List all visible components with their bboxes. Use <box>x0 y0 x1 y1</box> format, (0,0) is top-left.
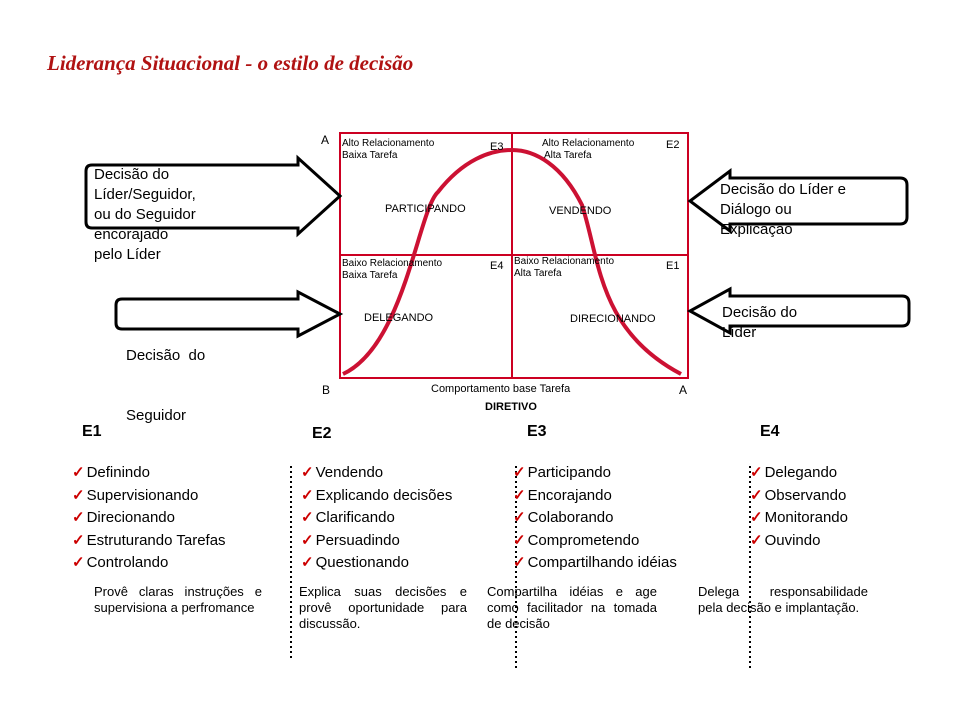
check-icon: ✓ <box>750 464 763 481</box>
column-list-e1 <box>72 462 226 575</box>
check-icon: ✓ <box>750 509 763 526</box>
callout-text-line: encorajado <box>94 226 169 243</box>
quadrant-text-line: Baixa Tarefa <box>342 150 398 161</box>
callout-text-line: Decisão do <box>722 304 798 321</box>
callout-right-top <box>720 180 846 240</box>
list-item: ✓ Explicando decisões <box>301 486 453 504</box>
callout-left-bottom <box>126 306 205 446</box>
list-item: ✓ Compartilhando idéias <box>513 554 677 571</box>
list-item: ✓ Colaborando <box>513 509 614 526</box>
check-icon: ✓ <box>513 464 526 481</box>
y-axis-top-label: A <box>321 133 330 147</box>
check-icon: ✓ <box>72 554 85 571</box>
quadrant-text-line: Alta Tarefa <box>514 268 562 279</box>
callout-text-line: ou do Seguidor <box>94 206 196 223</box>
axis-origin-label: B <box>322 383 331 397</box>
list-item: ✓ Comprometendo <box>513 531 640 549</box>
check-icon: ✓ <box>301 554 314 571</box>
check-icon: ✓ <box>750 531 763 549</box>
check-icon: ✓ <box>513 554 526 571</box>
list-item: ✓ Encorajando <box>513 486 612 504</box>
check-icon: ✓ <box>513 486 526 504</box>
quadrant-text-line: Baixo Relacionamento <box>342 258 443 269</box>
list-item: ✓ Vendendo <box>301 464 384 481</box>
column-heading-e4: E4 <box>760 423 780 440</box>
quadrant-style-participando: PARTICIPANDO <box>385 203 466 215</box>
page-title: Liderança Situacional - o estilo de decisão <box>47 51 414 75</box>
column-heading-e2: E2 <box>312 425 332 442</box>
list-item: ✓ Monitorando <box>750 509 848 526</box>
x-axis-end-label: A <box>679 383 688 397</box>
check-icon: ✓ <box>72 464 85 481</box>
check-icon: ✓ <box>750 486 763 504</box>
column-description-e2: Explica suas decisões e provê oportunidade para discussão. <box>299 584 467 631</box>
callout-text-line: Explicação <box>720 221 793 238</box>
list-item: ✓ Supervisionando <box>72 486 199 504</box>
column-heading-e3: E3 <box>527 423 547 440</box>
quadrant-bottom-right-desc <box>514 256 614 280</box>
list-item: ✓ Delegando <box>750 464 838 481</box>
check-icon: ✓ <box>513 531 526 549</box>
list-item: ✓ Estruturando Tarefas <box>72 531 226 549</box>
list-item: ✓ Direcionando <box>72 509 175 526</box>
list-item: ✓ Ouvindo <box>750 531 821 549</box>
check-icon: ✓ <box>72 509 85 526</box>
callout-text-line: Decisão do <box>94 166 170 183</box>
list-item: ✓ Controlando <box>72 554 169 571</box>
check-icon: ✓ <box>301 531 314 549</box>
callout-left-top <box>94 165 196 265</box>
callout-text-line: Decisão do <box>126 347 206 364</box>
quadrant-style-direcionando: DIRECIONANDO <box>570 313 656 325</box>
callout-text-line: Seguidor <box>126 407 187 424</box>
callout-text-line: pelo Líder <box>94 246 161 263</box>
quadrant-style-delegando: DELEGANDO <box>364 312 434 324</box>
list-item: ✓ Persuadindo <box>301 531 400 549</box>
list-item: ✓ Questionando <box>301 554 409 571</box>
quadrant-text-line: Alto Relacionamento <box>542 138 635 149</box>
quadrant-text-line: Alto Relacionamento <box>342 138 435 149</box>
callout-right-bottom <box>722 303 797 343</box>
list-item: ✓ Participando <box>513 464 611 481</box>
check-icon: ✓ <box>301 509 314 526</box>
check-icon: ✓ <box>72 486 85 504</box>
x-axis-label: Comportamento base Tarefa <box>431 383 571 395</box>
check-icon: ✓ <box>513 509 526 526</box>
list-item: ✓ Observando <box>750 486 847 504</box>
callout-text-line: Líder/Seguidor, <box>94 186 196 203</box>
callout-text-line: Decisão do Líder e <box>720 181 846 198</box>
x-axis-sublabel: DIRETIVO <box>485 401 537 413</box>
column-description-e4: Delega responsabilidade pela decisão e implantação. <box>698 584 868 615</box>
quadrant-style-vendendo: VENDENDO <box>549 205 612 217</box>
quadrant-text-line: Alta Tarefa <box>544 150 592 161</box>
column-list-e2 <box>301 462 452 575</box>
quadrant-code-e4: E4 <box>490 260 504 272</box>
column-description-e3: Compartilha idéias e age como facilitador na tomada de decisão <box>487 584 657 631</box>
check-icon: ✓ <box>301 486 314 504</box>
quadrant-text-line: Baixa Tarefa <box>342 270 398 281</box>
quadrant-top-right-desc <box>542 138 634 162</box>
quadrant-code-e3: E3 <box>490 141 504 153</box>
quadrant-top-left-desc <box>342 138 434 162</box>
check-icon: ✓ <box>301 464 314 481</box>
quadrant-code-e2: E2 <box>666 139 680 151</box>
callout-text-line: Diálogo ou <box>720 201 792 218</box>
list-item: ✓ Clarificando <box>301 509 395 526</box>
list-item: ✓ Definindo <box>72 464 150 481</box>
column-list-e4 <box>750 462 848 552</box>
column-description-e1: Provê claras instruções e supervisiona a perfromance <box>94 584 262 615</box>
quadrant-text-line: Baixo Relacionamento <box>514 256 615 267</box>
column-list-e3 <box>513 462 677 575</box>
check-icon: ✓ <box>72 531 85 549</box>
quadrant-bottom-left-desc <box>342 258 442 282</box>
quadrant-code-e1: E1 <box>666 260 680 272</box>
callout-text-line: Líder <box>722 324 757 341</box>
column-heading-e1: E1 <box>82 423 102 440</box>
